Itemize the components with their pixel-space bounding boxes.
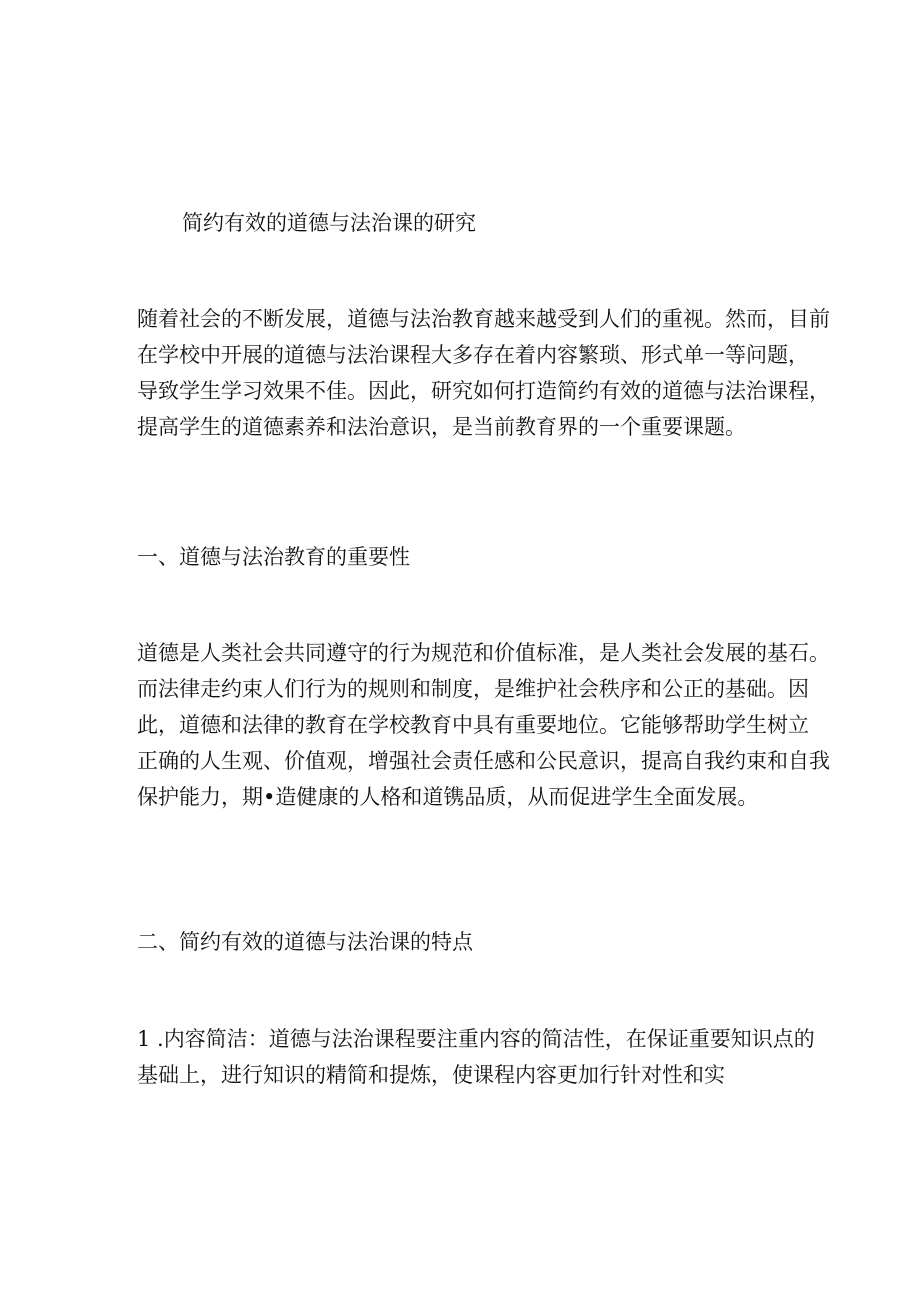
section-2-line: 1 .内容简洁：道德与法治课程要注重内容的简洁性，在保证重要知识点的 <box>137 1027 815 1051</box>
intro-line: 在学校中开展的道德与法治课程大多存在着内容繁琐、形式单一等问题， <box>137 343 809 367</box>
section-1-line: 此，道德和法律的教育在学校教育中具有重要地位。它能够帮助学生树立 <box>137 713 809 737</box>
section-1-line: 而法律走约束人们行为的规则和制度，是维护社会秩序和公正的基础。因 <box>137 677 809 701</box>
section-1-paragraph <box>137 635 830 815</box>
intro-line: 导致学生学习效果不佳。因此，研究如何打造简约有效的道德与法治课程， <box>137 379 830 403</box>
section-2-line: 基础上，进行知识的精简和提炼，使课程内容更加行针对性和实 <box>137 1063 725 1087</box>
section-2-heading: 二、简约有效的道德与法治课的特点 <box>137 930 473 954</box>
section-1-line: 道德是人类社会共同遵守的行为规范和价值标准，是人类社会发展的基石。 <box>137 641 830 665</box>
document-title: 简约有效的道德与法治课的研究 <box>182 211 476 235</box>
section-2-paragraph <box>137 1021 815 1093</box>
intro-line: 提高学生的道德素养和法治意识，是当前教育界的一个重要课题。 <box>137 415 746 439</box>
intro-paragraph <box>137 301 830 445</box>
section-1-line: 保护能力，期•造健康的人格和道镌品质，从而促进学生全面发展。 <box>137 785 759 809</box>
section-1-line: 正确的人生观、价值观，增强社会责任感和公民意识，提高自我约束和自我 <box>137 749 830 773</box>
intro-line: 随着社会的不断发展，道德与法治教育越来越受到人们的重视。然而，目前 <box>137 307 830 331</box>
section-1-heading: 一、道德与法治教育的重要性 <box>137 545 410 569</box>
